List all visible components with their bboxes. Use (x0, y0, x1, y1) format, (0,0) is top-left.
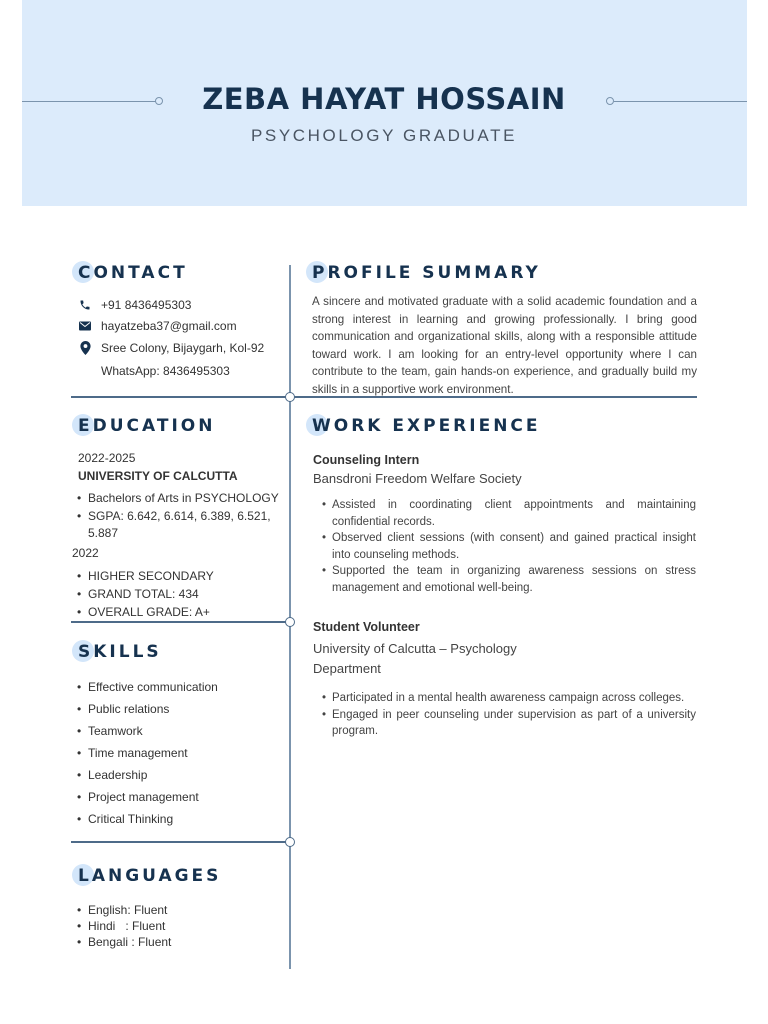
skills-heading: SKILLS (78, 642, 162, 662)
list-item: • SGPA: 6.642, 6.614, 6.389, 6.521, (77, 507, 287, 525)
candidate-title: PSYCHOLOGY GRADUATE (250, 126, 518, 145)
list-item: • GRAND TOTAL: 434 (77, 585, 287, 603)
languages-list (77, 902, 287, 950)
education-divider (71, 621, 289, 623)
email-text: hayatzeba37@gmail.com (101, 319, 237, 333)
list-item: • Public relations (77, 698, 287, 720)
list-item: • English: Fluent (77, 902, 287, 918)
job-bullets-1 (322, 497, 696, 596)
timeline-node (285, 617, 295, 627)
contact-phone (78, 298, 191, 312)
contact-email (78, 319, 237, 333)
phone-icon (78, 298, 92, 312)
list-item: • Time management (77, 742, 287, 764)
candidate-name: ZEBA HAYAT HOSSAIN (202, 82, 566, 116)
job-title-2: Student Volunteer (313, 620, 420, 634)
timeline-node (285, 837, 295, 847)
sgpa-continued: 5.887 (88, 526, 119, 540)
list-item: • Leadership (77, 764, 287, 786)
timeline-node (285, 392, 295, 402)
list-item: • Bachelors of Arts in PSYCHOLOGY (77, 489, 287, 507)
education-years-1: 2022-2025 (78, 451, 136, 465)
list-item: • Participated in a mental health awareness campaign across colleges. (322, 690, 696, 707)
education-list-1 (77, 489, 287, 525)
list-item: • Supported the team in organizing awareness sessions on stress management and emotional well-being. (322, 563, 696, 596)
job-org-2-line2: Department (313, 661, 381, 676)
whatsapp-text: WhatsApp: 8436495303 (101, 364, 230, 378)
list-item: • Hindi : Fluent (77, 918, 287, 934)
education-years-2: 2022 (72, 546, 99, 560)
list-item: • Assisted in coordinating client appointments and maintaining confidential records. (322, 497, 696, 530)
job-org-1: Bansdroni Freedom Welfare Society (313, 471, 522, 486)
list-item: • Observed client sessions (with consent) and gained practical insight into counseling methods. (322, 530, 696, 563)
list-item: • Critical Thinking (77, 808, 287, 830)
address-text: Sree Colony, Bijaygarh, Kol-92 (101, 341, 265, 355)
languages-heading: LANGUAGES (78, 866, 222, 886)
list-item: • Bengali : Fluent (77, 934, 287, 950)
profile-heading: PROFILE SUMMARY (312, 263, 541, 283)
contact-heading: CONTACT (78, 263, 188, 283)
list-item: • Engaged in peer counseling under supervision as part of a university program. (322, 707, 696, 740)
job-org-2-line1: University of Calcutta – Psychology (313, 641, 517, 656)
skills-list (77, 676, 287, 830)
job-title-1: Counseling Intern (313, 453, 420, 467)
list-item: • Teamwork (77, 720, 287, 742)
education-heading: EDUCATION (78, 416, 216, 436)
list-item: • HIGHER SECONDARY (77, 567, 287, 585)
phone-text: +91 8436495303 (101, 298, 192, 312)
skills-divider (71, 841, 289, 843)
job-bullets-2 (322, 690, 696, 740)
profile-text: A sincere and motivated graduate with a solid academic foundation and a strong interest in learning and growing professionally. I bring good communication and organizational skills, along with a responsible attitude toward work. I am looking for an entry-level opportunity where I can contribute to the team, gain hands-on experience, and gradually build my skills in a supportive work environment. (312, 295, 697, 396)
list-item: • OVERALL GRADE: A+ (77, 603, 287, 621)
location-pin-icon (78, 341, 92, 355)
list-item: • Effective communication (77, 676, 287, 698)
education-list-2 (77, 567, 287, 621)
education-institution: UNIVERSITY OF CALCUTTA (78, 469, 238, 483)
envelope-icon (78, 319, 92, 333)
work-heading: WORK EXPERIENCE (312, 416, 541, 436)
contact-address (78, 341, 264, 355)
list-item: • Project management (77, 786, 287, 808)
